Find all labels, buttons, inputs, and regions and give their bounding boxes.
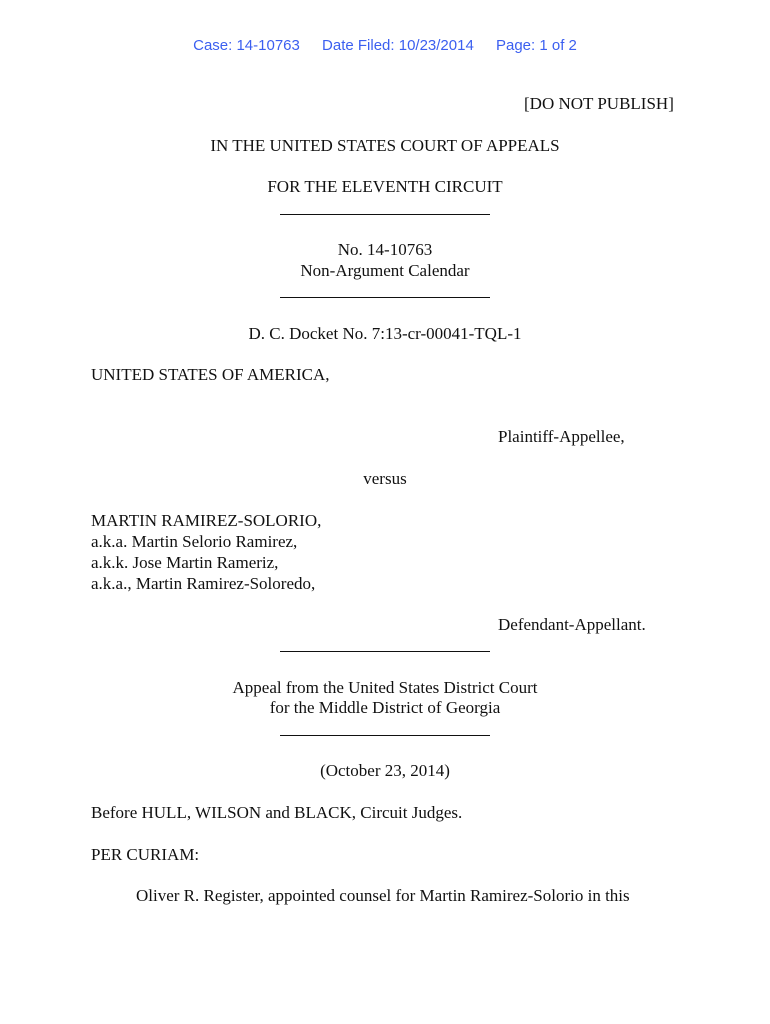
- plaintiff-name: UNITED STATES OF AMERICA,: [91, 365, 330, 384]
- publish-status: [DO NOT PUBLISH]: [524, 94, 674, 113]
- divider-rule: [280, 214, 490, 215]
- appeal-origin: Appeal from the United States District Court: [232, 678, 538, 697]
- appeal-district: for the Middle District of Georgia: [269, 698, 501, 717]
- defendant-alias: a.k.k. Jose Martin Rameriz,: [91, 553, 279, 572]
- page-count-header: Page: 1 of 2: [495, 37, 577, 54]
- divider-rule: [280, 735, 490, 736]
- divider-rule: [280, 297, 490, 298]
- opinion-opening-line: Oliver R. Register, appointed counsel for Martin Ramirez-Solorio in this: [136, 886, 630, 905]
- case-number: No. 14-10763: [337, 240, 433, 259]
- defendant-name: MARTIN RAMIREZ-SOLORIO,: [91, 511, 322, 530]
- court-name: IN THE UNITED STATES COURT OF APPEALS: [210, 136, 560, 155]
- per-curiam-heading: PER CURIAM:: [91, 845, 200, 864]
- filing-header: [0, 37, 770, 54]
- versus-label: versus: [363, 469, 407, 488]
- defendant-role: Defendant-Appellant.: [498, 615, 646, 634]
- circuit-name: FOR THE ELEVENTH CIRCUIT: [267, 177, 503, 196]
- panel-judges: Before HULL, WILSON and BLACK, Circuit Judges.: [91, 803, 463, 822]
- defendant-alias: a.k.a., Martin Ramirez-Soloredo,: [91, 574, 316, 593]
- case-number-header: Case: 14-10763: [193, 37, 300, 54]
- divider-rule: [280, 651, 490, 652]
- defendant-alias: a.k.a. Martin Selorio Ramirez,: [91, 532, 298, 551]
- decision-date: (October 23, 2014): [320, 761, 450, 780]
- date-filed-header: Date Filed: 10/23/2014: [322, 37, 474, 54]
- docket-number: D. C. Docket No. 7:13-cr-00041-TQL-1: [248, 324, 522, 343]
- plaintiff-role: Plaintiff-Appellee,: [498, 427, 625, 446]
- calendar-type: Non-Argument Calendar: [300, 261, 470, 280]
